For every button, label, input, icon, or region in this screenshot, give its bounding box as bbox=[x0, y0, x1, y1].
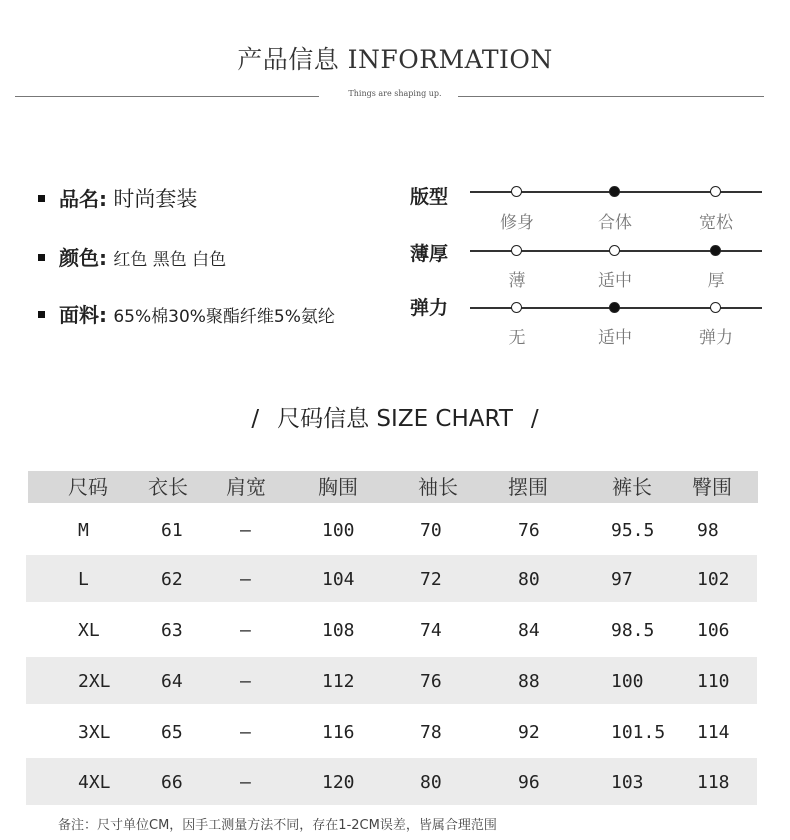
table-cell: 97 bbox=[611, 569, 633, 590]
table-cell: 102 bbox=[697, 569, 730, 590]
size-chart-title bbox=[0, 400, 790, 433]
table-cell: 114 bbox=[697, 722, 730, 743]
scale-option: 修身 bbox=[500, 213, 534, 233]
table-cell: 98.5 bbox=[611, 620, 655, 641]
table-cell: 65 bbox=[161, 722, 183, 743]
title-slash-right: / bbox=[530, 406, 539, 432]
page-title: 产品信息 INFORMATION bbox=[237, 45, 553, 74]
table-row-shade bbox=[26, 555, 757, 602]
bullet-icon bbox=[38, 311, 45, 318]
table-cell: – bbox=[240, 520, 251, 541]
table-cell: 76 bbox=[420, 671, 442, 692]
scale-label: 薄厚 bbox=[410, 243, 449, 265]
scale-option: 无 bbox=[508, 328, 526, 348]
size-label-cell: 2XL bbox=[78, 671, 111, 692]
table-header-cell: 裤长 bbox=[612, 475, 652, 499]
bullet-icon bbox=[38, 254, 45, 261]
scale-dot bbox=[710, 302, 721, 313]
table-cell: 103 bbox=[611, 772, 644, 793]
scale-dot-selected bbox=[609, 302, 620, 313]
product-fabric-row bbox=[38, 299, 335, 328]
table-cell: 74 bbox=[420, 620, 442, 641]
table-cell: 116 bbox=[322, 722, 355, 743]
table-cell: 95.5 bbox=[611, 520, 655, 541]
table-header-cell: 胸围 bbox=[318, 475, 358, 499]
bullet-icon bbox=[38, 195, 45, 202]
scale-dot bbox=[609, 245, 620, 256]
size-label-cell: XL bbox=[78, 620, 100, 641]
size-label-cell: M bbox=[78, 520, 89, 541]
table-cell: – bbox=[240, 671, 251, 692]
table-cell: 98 bbox=[697, 520, 719, 541]
size-chart-title-text: 尺码信息 SIZE CHART bbox=[277, 406, 513, 432]
scale-option: 弹力 bbox=[699, 328, 733, 348]
table-cell: 84 bbox=[518, 620, 540, 641]
scale-dot bbox=[511, 302, 522, 313]
table-cell: – bbox=[240, 620, 251, 641]
title-slash-left: / bbox=[251, 406, 260, 432]
table-header-cell: 衣长 bbox=[148, 475, 188, 499]
table-header-cell: 臀围 bbox=[692, 475, 732, 499]
size-label-cell: 3XL bbox=[78, 722, 111, 743]
size-label-cell: L bbox=[78, 569, 89, 590]
product-fabric-value: 65%棉30%聚酯纤维5%氨纶 bbox=[113, 307, 335, 327]
scale-option: 薄 bbox=[508, 271, 526, 291]
scale-dot-selected bbox=[710, 245, 721, 256]
size-label-cell: 4XL bbox=[78, 772, 111, 793]
table-cell: 80 bbox=[420, 772, 442, 793]
table-cell: – bbox=[240, 772, 251, 793]
table-cell: 110 bbox=[697, 671, 730, 692]
table-row-shade bbox=[26, 758, 757, 805]
table-cell: – bbox=[240, 722, 251, 743]
table-cell: 100 bbox=[322, 520, 355, 541]
table-cell: 80 bbox=[518, 569, 540, 590]
product-color-label: 颜色: bbox=[59, 246, 107, 270]
table-cell: 78 bbox=[420, 722, 442, 743]
product-name-label: 品名: bbox=[59, 187, 107, 211]
table-cell: 118 bbox=[697, 772, 730, 793]
table-cell: 104 bbox=[322, 569, 355, 590]
product-name-value: 时尚套装 bbox=[113, 187, 198, 211]
scale-dot bbox=[511, 245, 522, 256]
table-cell: – bbox=[240, 569, 251, 590]
table-cell: 62 bbox=[161, 569, 183, 590]
table-cell: 63 bbox=[161, 620, 183, 641]
table-header-cell: 尺码 bbox=[68, 475, 108, 499]
table-cell: 72 bbox=[420, 569, 442, 590]
page-subtitle: Things are shaping up. bbox=[348, 89, 442, 98]
table-cell: 96 bbox=[518, 772, 540, 793]
scale-option: 适中 bbox=[598, 328, 632, 348]
table-cell: 120 bbox=[322, 772, 355, 793]
size-note: 备注：尺寸单位CM，因手工测量方法不同，存在1-2CM误差，皆属合理范围 bbox=[58, 818, 497, 833]
table-cell: 106 bbox=[697, 620, 730, 641]
product-color-value: 红色 黑色 白色 bbox=[113, 250, 227, 270]
scale-label: 弹力 bbox=[410, 297, 449, 319]
scale-dot bbox=[710, 186, 721, 197]
table-cell: 108 bbox=[322, 620, 355, 641]
table-cell: 88 bbox=[518, 671, 540, 692]
product-name-row bbox=[38, 183, 197, 213]
table-cell: 101.5 bbox=[611, 722, 666, 743]
table-cell: 61 bbox=[161, 520, 183, 541]
table-cell: 64 bbox=[161, 671, 183, 692]
table-row-shade bbox=[26, 657, 757, 704]
table-header-cell: 袖长 bbox=[418, 475, 458, 499]
table-cell: 76 bbox=[518, 520, 540, 541]
scale-option: 合体 bbox=[598, 213, 632, 233]
scale-label: 版型 bbox=[410, 186, 449, 208]
table-cell: 66 bbox=[161, 772, 183, 793]
product-color-row bbox=[38, 242, 226, 271]
table-cell: 100 bbox=[611, 671, 644, 692]
table-header-cell: 肩宽 bbox=[226, 475, 266, 499]
scale-option: 厚 bbox=[707, 271, 725, 291]
table-cell: 112 bbox=[322, 671, 355, 692]
scale-dot bbox=[511, 186, 522, 197]
scale-option: 适中 bbox=[598, 271, 632, 291]
table-cell: 92 bbox=[518, 722, 540, 743]
table-header-cell: 摆围 bbox=[508, 475, 548, 499]
scale-dot-selected bbox=[609, 186, 620, 197]
scale-option: 宽松 bbox=[699, 213, 733, 233]
table-cell: 70 bbox=[420, 520, 442, 541]
product-fabric-label: 面料: bbox=[59, 303, 107, 327]
